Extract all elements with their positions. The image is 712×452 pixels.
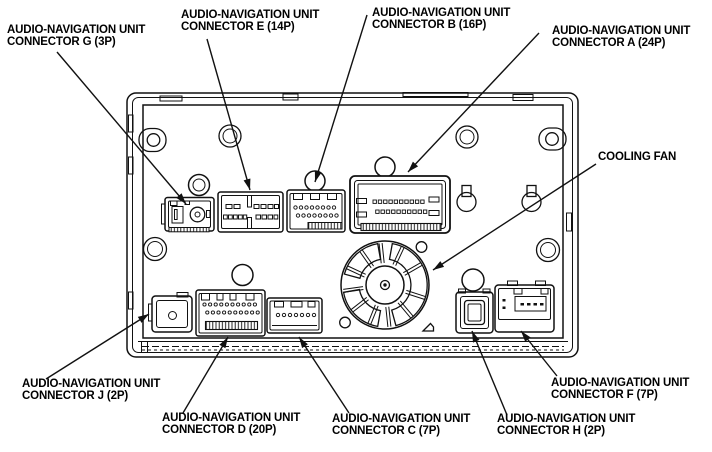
label-line: CONNECTOR J (2P) [22, 390, 129, 403]
label-line: AUDIO-NAVIGATION UNIT [181, 9, 320, 21]
label-connector-g [7, 24, 145, 49]
label-line: CONNECTOR B (16P) [372, 19, 487, 32]
label-line: COOLING FAN [598, 151, 677, 163]
connector-j [149, 293, 193, 333]
label-line: CONNECTOR C (7P) [332, 425, 440, 438]
label-connector-b [372, 7, 510, 32]
label-line: CONNECTOR A (24P) [552, 37, 666, 50]
label-cooling-fan [598, 151, 676, 163]
connector-e [218, 192, 283, 232]
label-line: AUDIO-NAVIGATION UNIT [22, 378, 161, 390]
connector-c [267, 298, 322, 333]
label-line: CONNECTOR D (20P) [162, 424, 277, 437]
label-line: AUDIO-NAVIGATION UNIT [332, 413, 471, 425]
label-line: CONNECTOR E (14P) [181, 21, 295, 34]
label-connector-e [181, 9, 319, 34]
label-line: CONNECTOR G (3P) [7, 36, 116, 49]
label-line: AUDIO-NAVIGATION UNIT [552, 25, 691, 37]
label-line: AUDIO-NAVIGATION UNIT [7, 24, 146, 36]
label-line: AUDIO-NAVIGATION UNIT [497, 413, 636, 425]
label-line: CONNECTOR F (7P) [551, 389, 658, 402]
label-connector-f [551, 377, 689, 402]
label-connector-j [22, 378, 160, 403]
cooling-fan [341, 241, 429, 329]
label-connector-d [162, 412, 300, 437]
label-connector-h [497, 413, 635, 438]
label-line: CONNECTOR H (2P) [497, 425, 605, 438]
connector-f [495, 281, 554, 332]
label-connector-a [552, 25, 690, 50]
label-line: AUDIO-NAVIGATION UNIT [372, 7, 511, 19]
label-line: AUDIO-NAVIGATION UNIT [551, 377, 690, 389]
label-connector-c [332, 413, 470, 438]
label-line: AUDIO-NAVIGATION UNIT [162, 412, 301, 424]
